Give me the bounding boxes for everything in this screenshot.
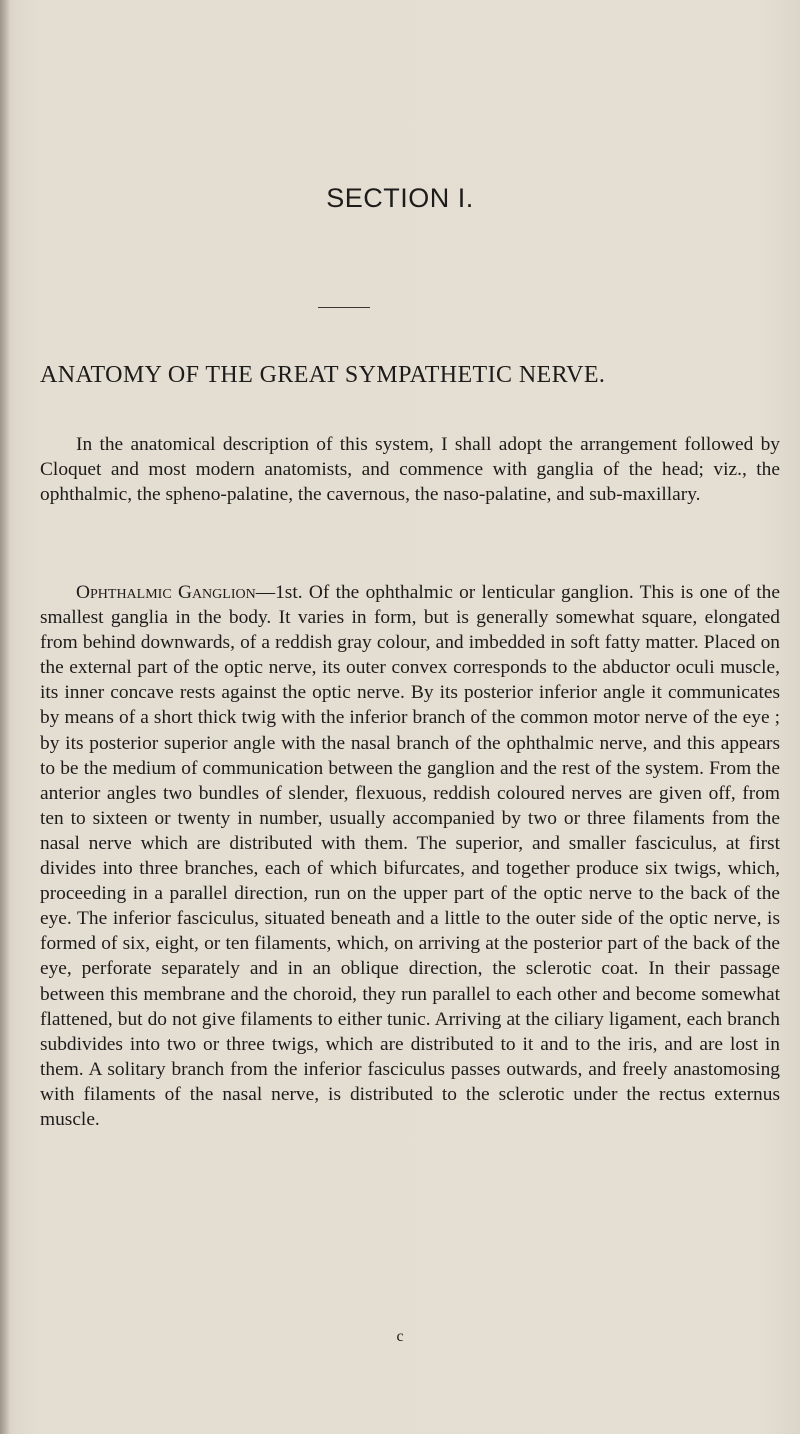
divider-rule bbox=[318, 307, 370, 308]
binding-shadow bbox=[0, 0, 10, 1434]
signature-mark: c bbox=[396, 1328, 404, 1345]
section-heading: SECTION I. bbox=[326, 183, 474, 213]
ophthalmic-ganglion-paragraph bbox=[40, 580, 780, 1132]
paragraph-body: —1st. Of the ophthalmic or lenticular ganglion. This is one of the smallest ganglia in the body. It varies in form, but is generally somewhat square, elongated from behind downwards, of a reddish gray colour, and imbedded in soft fatty matter. Placed on the external part of the optic nerve, its outer convex corresponds to the abductor oculi muscle, its inner concave rests against the optic nerve. By its posterior inferior angle it communicates by means of a short thick twig with the inferior branch of the common motor nerve of the eye ; by its posterior superior angle with the nasal branch of the ophthalmic nerve, and this appears to be the medium of communication between the ganglion and the rest of the system. From the anterior angles two bundles of slender, flexuous, reddish coloured nerves are given off, from ten to sixteen or twenty in number, usually accompanied by two or three filaments from the nasal nerve which are distributed with them. The superior, and smaller fasciculus, at first divides into three branches, each of which bifurcates, and together produce six twigs, which, proceeding in a parallel direction, run on the upper part of the optic nerve to the back of the eye. The inferior fasciculus, situated beneath and a little to the outer side of the optic nerve, is formed of six, eight, or ten filaments, which, on arriving at the posterior part of the back of the eye, perforate separately and in an oblique direction, the sclerotic coat. In their passage between this membrane and the choroid, they run parallel to each other and become somewhat flattened, but do not give filaments to either tunic. Arriving at the ciliary ligament, each branch subdivides into two or three twigs, which are distributed to it and to the iris, and are lost in them. A solitary branch from the inferior fasciculus passes outwards, and freely anastomosing with filaments of the nasal nerve, is distributed to the sclerotic under the rectus externus muscle. bbox=[40, 582, 780, 1130]
intro-paragraph: In the anatomical description of this system, I shall adopt the arrangement followed by Cloquet and most modern anatomists, and commence with ganglia of the head; viz., the ophthalmic, the spheno-palatine, the cavernous, the naso-palatine, and sub-maxillary. bbox=[40, 434, 780, 506]
paragraph-lead-small-caps: Ophthalmic Ganglion bbox=[76, 582, 256, 603]
chapter-title: ANATOMY OF THE GREAT SYMPATHETIC NERVE. bbox=[40, 362, 606, 388]
